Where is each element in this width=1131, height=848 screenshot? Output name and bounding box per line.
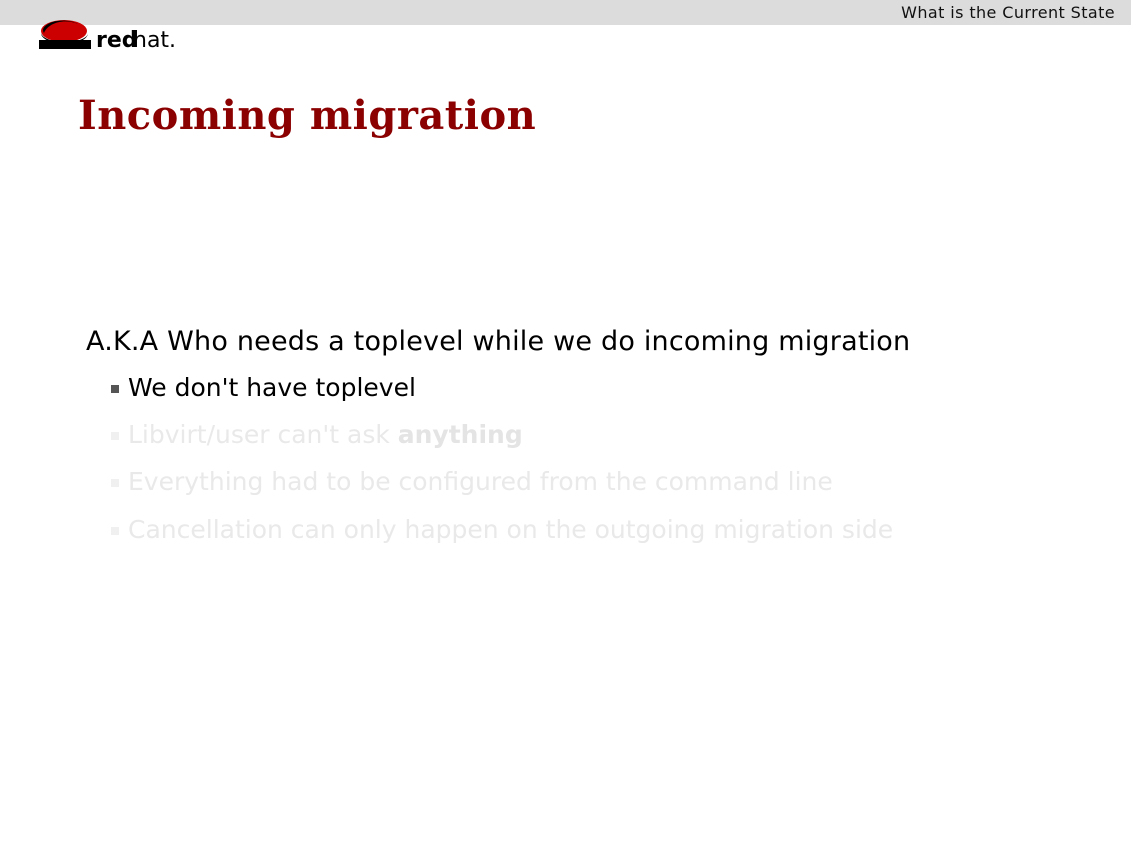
lead-text: A.K.A Who needs a toplevel while we do incoming migration — [86, 326, 911, 357]
svg-text:hat.: hat. — [133, 28, 177, 51]
page-title: Incoming migration — [78, 92, 537, 139]
list-item — [86, 514, 1086, 545]
bullet-square-icon — [111, 527, 119, 535]
list-item — [86, 372, 1086, 403]
bullet-square-icon — [111, 479, 119, 487]
header-section-title: What is the Current State — [901, 3, 1115, 22]
bullet-square-icon — [111, 432, 119, 440]
list-item-emphasis: anything — [397, 420, 523, 449]
svg-text:red: red — [96, 28, 138, 51]
redhat-logo — [34, 17, 180, 51]
list-item-label: Libvirt/user can't ask — [128, 420, 398, 449]
slide-content — [86, 325, 1086, 561]
list-item — [86, 466, 1086, 497]
list-item — [86, 419, 1086, 450]
list-item-label: Cancellation can only happen on the outgoing migration side — [128, 514, 894, 544]
bullet-square-icon — [111, 385, 119, 393]
list-item-label: We don't have toplevel — [128, 372, 416, 402]
bullet-list — [86, 372, 1086, 545]
list-item-label: Everything had to be configured from the command line — [128, 467, 833, 497]
